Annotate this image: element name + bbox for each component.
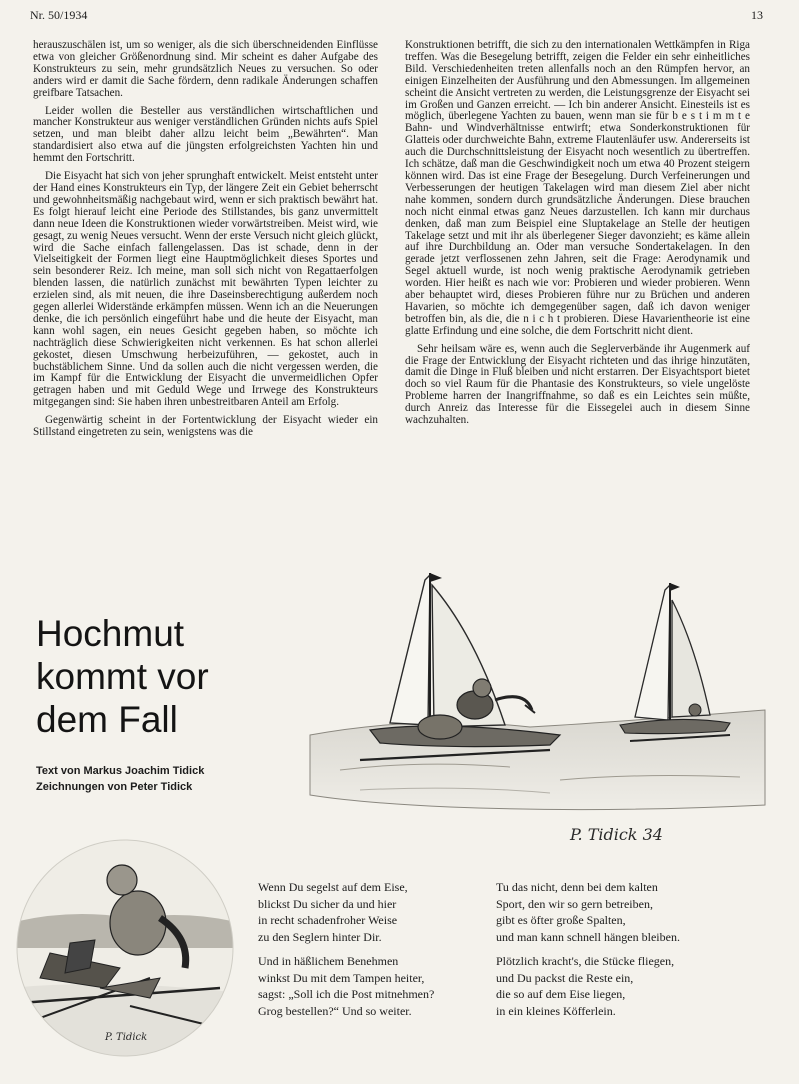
title-line: kommt vor — [36, 656, 209, 697]
ice-yacht-illustration — [300, 545, 770, 845]
article-column-left — [33, 40, 378, 439]
article-paragraph: Gegenwärtig scheint in der Fortentwicklung der Eisyacht wieder ein Stillstand eingetreten zu sein, wenigstens was die — [33, 414, 378, 439]
artist-signature-small: P. Tidick — [105, 1032, 148, 1043]
feature-title — [36, 612, 266, 741]
poem-line: zu den Seglern hinter Dir. — [258, 929, 382, 944]
drawing-credit: Zeichnungen von Peter Tidick — [36, 781, 193, 793]
title-line: dem Fall — [36, 699, 178, 740]
article-paragraph: herauszuschälen ist, um so weniger, als die sich überschneidenden Einflüsse etwa von gleicher Größenordnung sind. Mir scheint es daher Aufgabe des Konstrukteurs zu sein, mehr grundsätzlich Neues zu versuchen. So oder anders wird er damit die Sache fördern, denn radikale Änderungen schaffen greifbare Tatsachen. — [33, 39, 378, 99]
poem-stanza — [496, 879, 746, 945]
title-line: Hochmut — [36, 613, 185, 654]
article-paragraph: Sehr heilsam wäre es, wenn auch die Seglerverbände ihr Augenmerk auf die Frage der Entwicklung der Eisyacht richteten und das ihrige hinzutäten, damit die Dinge in Fluß bleiben und nicht erstarren. Der Eisyachtsport bietet doch so viel Raum für die Phantasie des Konstrukteurs, so viele ungelöste Probleme harren der Inangriffnahme, so daß es ein Leichtes sein müßte, durch Anreiz das Interesse für die Eissegelei auch in diesem Sinne wachzuhalten. — [405, 342, 750, 427]
poem-column-1 — [258, 879, 483, 1027]
poem-line: Wenn Du segelst auf dem Eise, — [258, 880, 408, 894]
poem-line: Tu das nicht, denn bei dem kalten — [496, 880, 658, 894]
poem-line: Plötzlich kracht's, die Stücke fliegen, — [496, 954, 675, 968]
poem-line: Und in häßlichem Benehmen — [258, 954, 399, 968]
feature-credits — [36, 763, 266, 795]
poem-stanza — [496, 953, 746, 1019]
artist-signature: P. Tidick 34 — [570, 825, 663, 844]
article-paragraph: Leider wollen die Besteller aus verständlichen wirtschaftlichen und mancher Konstrukteur aus weniger verständlichen Gründen nichts aufs Spiel setzen, und man bleibt daher allzu leicht beim „Bewährten“. Man standardisiert also etwa auf die jüngsten erfolgreichsten Yachten hin und hemmt den Fortschritt. — [33, 104, 378, 165]
poem-line: und man kann schnell hängen bleiben. — [496, 929, 680, 944]
article-paragraph: Die Eisyacht hat sich von jeher sprunghaft entwickelt. Meist entsteht unter der Hand eines Konstrukteurs ein Typ, der längere Zeit ein Gebiet beherrscht und gewohnheitsmäßig nachgebaut wird, wenn er sich praktisch bewährt hat. Es folgt hierauf leicht eine Periode des Stillstandes, bis ganz unvermittelt dann neue Ideen die Konstruktionen wieder vorwärtstreiben. Meist wird, wie gesagt, zu wenig Neues versucht. Wenn der erste Versuch nicht gleich glückt, wird die Sache einfach fallengelassen. Das ist schade, denn in der Vielseitigkeit der Formen liegt eine Hauptmöglichkeit dieses Sportes und sein besonderer Reiz. Ich meine, man soll sich nicht von Regattaerfolgen blenden lassen, die natürlich zunächst mit bewährten Typen leichter zu erzielen sind, als mit neuen, die ihre Daseinsberechtigung außerdem noch gegen allerlei Widerstände erkämpfen müssen. Wenn ich an die Neuerungen denke, die ich persönlich eingeführt habe und die heute der Eisyacht, man kann wohl sagen, ein neues Gesicht gegeben haben, so möchte ich nachträglich diese Schwierigkeiten nicht verkennen. Es hat schon allerlei gekostet, diesen Umschwung herbeizuführen, — gekostet, auch in buchstäblichem Sinne. Und da sollen auch die nicht vergessen werden, die im Kampf für die Entwicklung der Eisyacht die unvermeidlichen Opfer getragen haben und mit Geduld Wege und Irrwege des Konstrukteurs mitgegangen sind: Sie haben ihren unbestreitbaren Anteil am Erfolg. — [33, 170, 378, 409]
poem-stanza — [258, 879, 483, 945]
text-credit: Text von Markus Joachim Tidick — [36, 765, 205, 777]
poem-line: in recht schadenfroher Weise — [258, 913, 398, 927]
poem-line: Grog bestellen?“ Und so weiter. — [258, 1003, 412, 1018]
poem-line: Sport, den wir so gern betreiben, — [496, 896, 653, 911]
poem-line: winkst Du mit dem Tampen heiter, — [258, 970, 425, 985]
poem-line: sagst: „Soll ich die Post mitnehmen? — [258, 987, 435, 1001]
article-paragraph: Konstruktionen betrifft, die sich zu den internationalen Wettkämpfen in Riga treffen. Was die Besegelung betrifft, zeigen die Felder ein sehr einheitliches Bild. Verschiedenheiten treten allenfalls noch an den Rümpfen hervor, an einigen Einzelheiten der Ausführung und den Abmessungen. Im allgemeinen scheint die Ansicht vertreten zu werden, die Leistungsgrenze der Eisyacht sei im Großen und Ganzen erreicht. — Ich bin anderer Ansicht. Einesteils ist es möglich, überlegene Yachten zu bauen, wenn man sie für b e s t i m m t e Bahn- und Windverhältnisse entwirft; etwa Sonderkonstruktionen für Glatteis oder durchweichte Bahn, extreme Flautenläufer usw. Andererseits ist auch die Durchschnittsleistung der Eisyacht noch wesentlich zu übertreffen. Ich schätze, daß man die Geschwindigkeit noch um etwa 40 Prozent steigern können wird. Das ist eine Frage der Besegelung. Durch Verfeinerungen und Verbesserungen der heutigen Takelagen wird man diesem Ziel aber nicht nahe kommen, sondern durch grundsätzliche Änderungen. Diese brauchen noch nicht einmal etwas ganz Neues darzustellen. Ich kann mir durchaus denken, daß man zum Beispiel eine Sluptakelage an Stelle der heutigen Takelage setzt und mit ihr als überlegener Sieger davonzieht; es käme allein auf ihre Durchbildung an. Oder man versuche Sondertakelagen. In den gerade jetzt verflossenen zehn Jahren, seit die Frage: Aerodynamik und Segel aktuell wurde, ist noch wenig praktische Aerodynamik getrieben worden. Hier heißt es nach wie vor: Probieren und wieder probieren. Wenn aber behauptet wird, dieses Probieren führe nur zu Brüchen und anderen Havarien, so möchte ich demgegenüber sagen, daß ich davon weniger betroffen bin, als die, die n i c h t probieren. Diese Havarientheorie ist eine glatte Erfindung und eine solche, die dem Fortschritt nicht dient. — [405, 39, 750, 337]
poem-line: in ein kleines Köfferlein. — [496, 1003, 616, 1018]
poem-line: blickst Du sicher da und hier — [258, 896, 397, 911]
poem-column-2 — [496, 879, 746, 1027]
page-header — [30, 8, 763, 24]
poem-line: gibt es öfter große Spalten, — [496, 913, 626, 927]
page-number: 13 — [751, 8, 763, 22]
article-column-right — [405, 40, 750, 427]
wreck-illustration — [10, 828, 240, 1063]
poem-stanza — [258, 953, 483, 1019]
feature-title-block — [36, 612, 266, 795]
poem-line: die so auf dem Eise liegen, — [496, 987, 626, 1001]
poem-line: und Du packst die Reste ein, — [496, 970, 634, 985]
issue-number: Nr. 50/1934 — [30, 8, 88, 22]
